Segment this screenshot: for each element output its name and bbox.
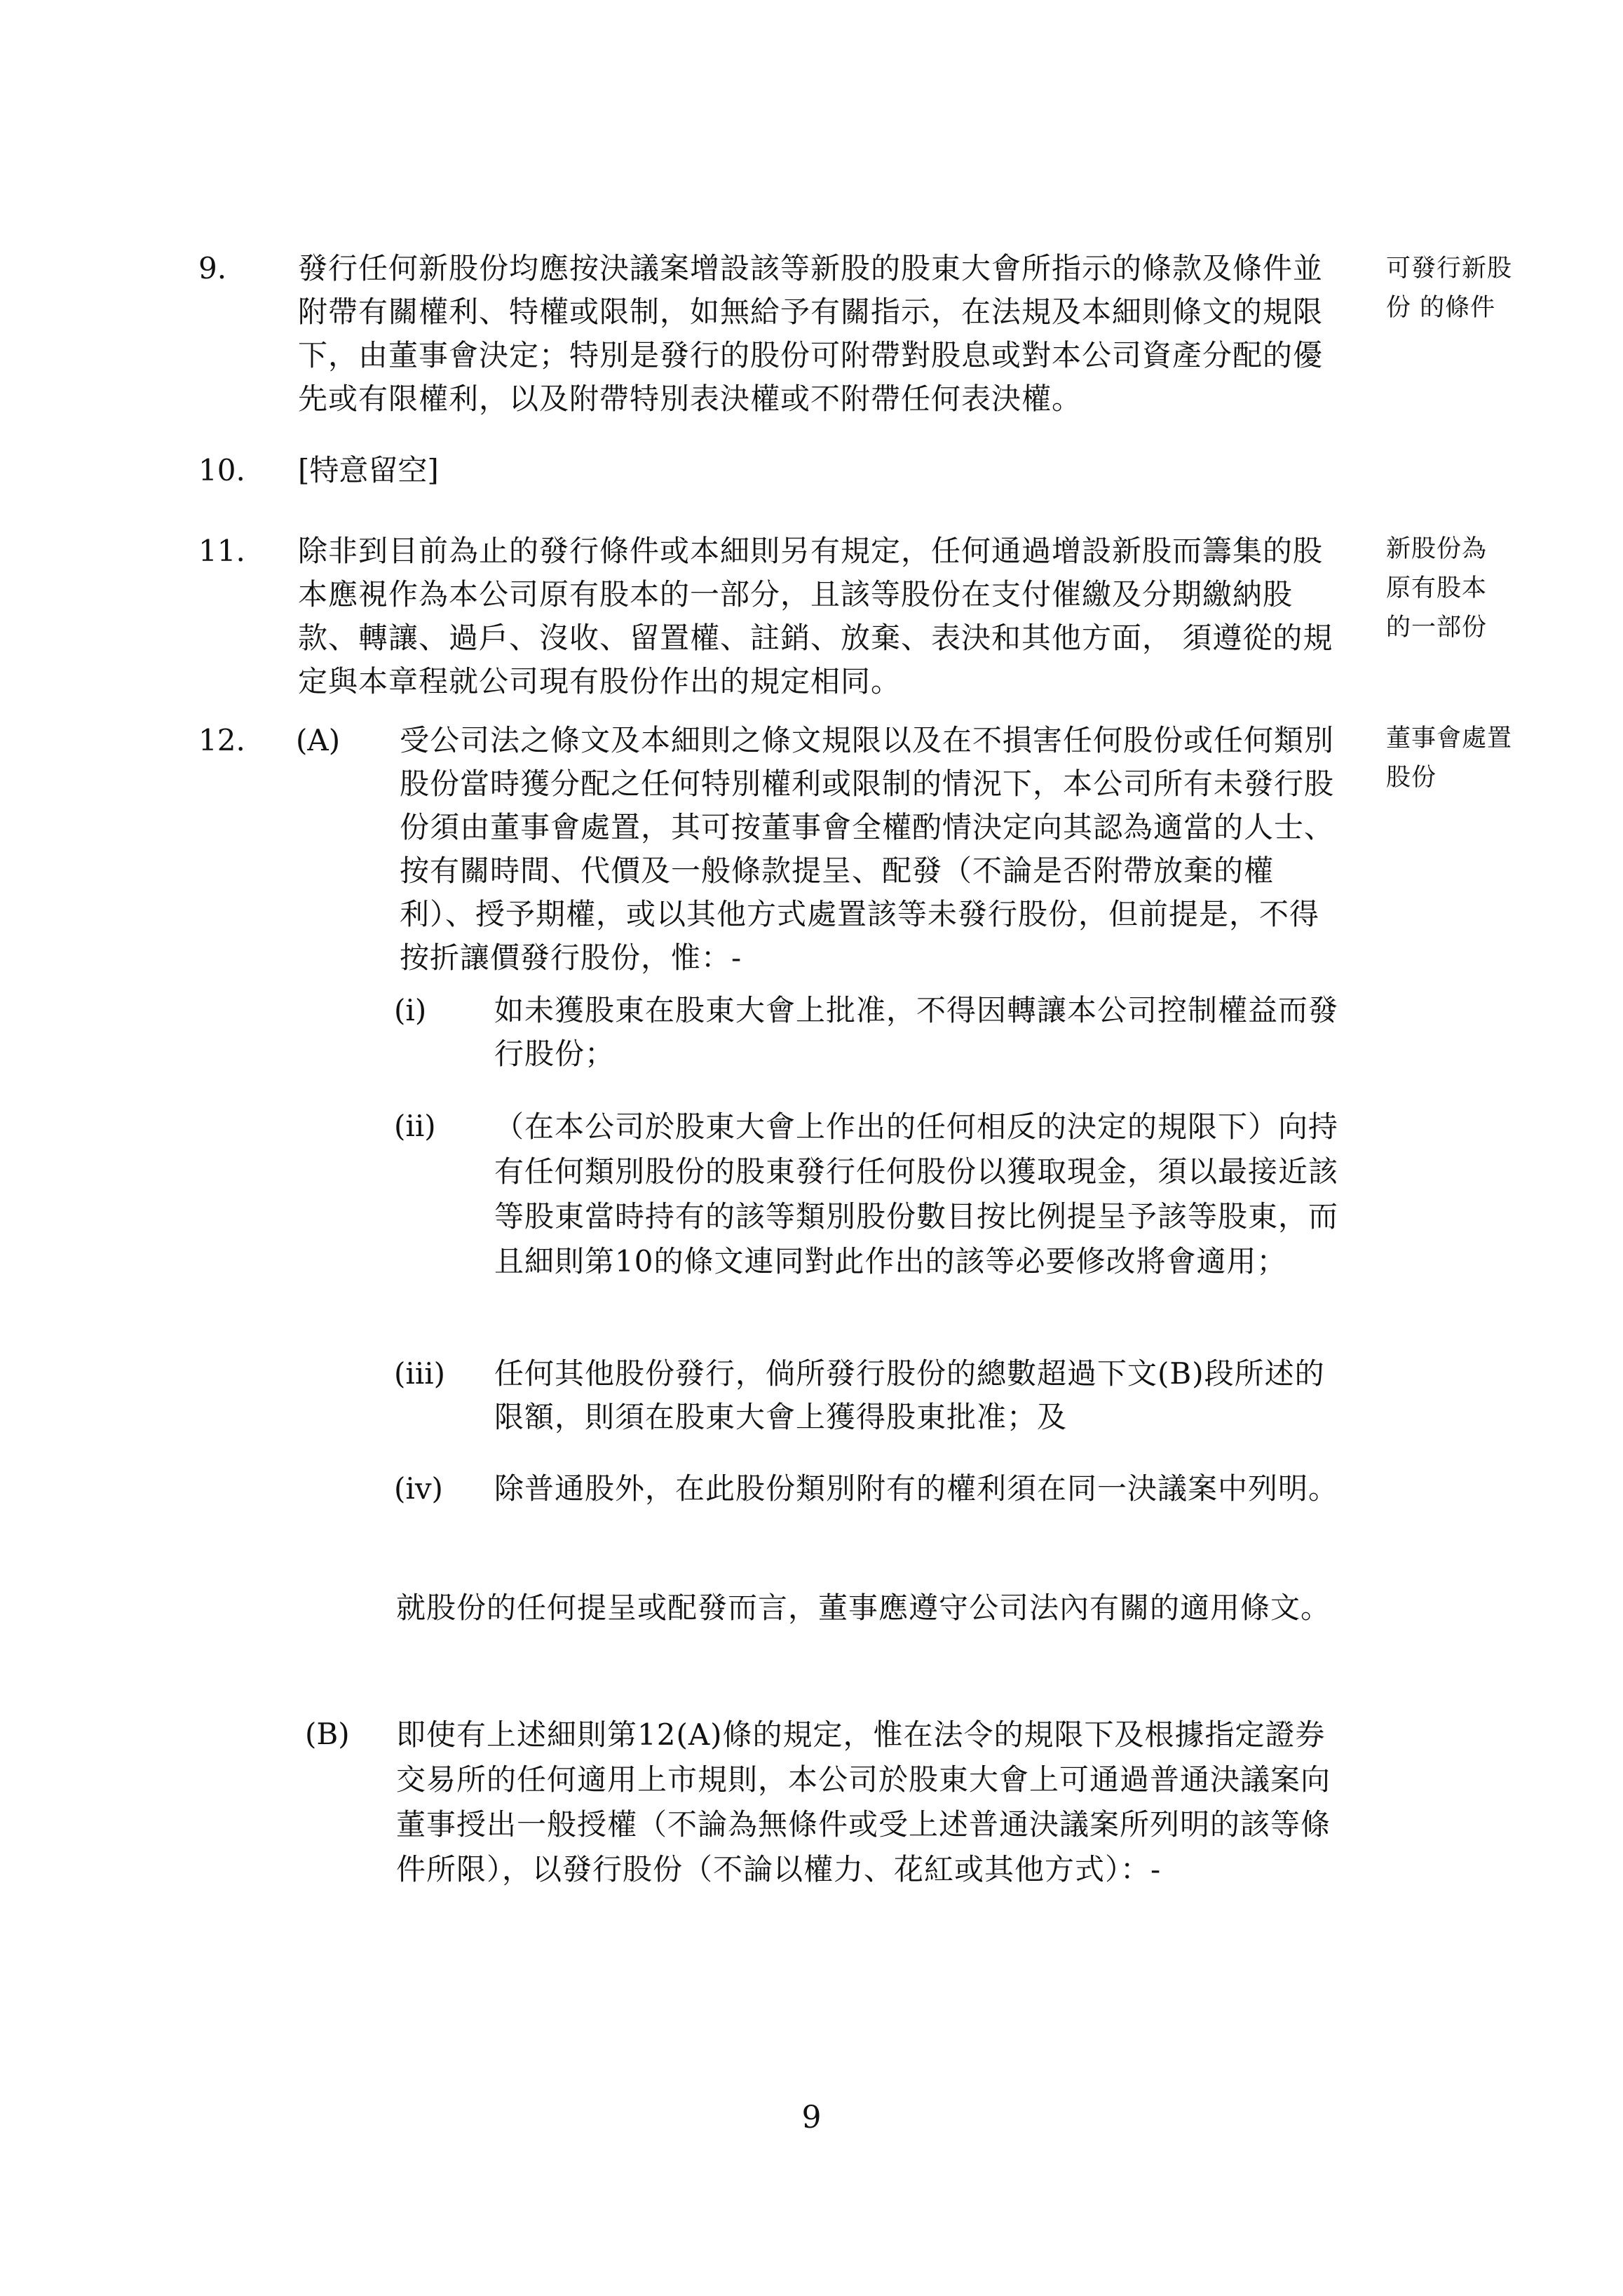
clause-12a-text: 受公司法之條文及本細則之條文規限以及在不損害任何股份或任何類別股份當時獲分配之任何特別權利或限制的情況下，本公司所有未發行股份須由董事會處置，其可按董事會全權酌情決定向其認為適當的人士、按有關時間、代價及一般條款提呈、配發（不論是否附帶放棄的權利）、授予期權，或以其他方式處置該等未發行股份，但前提是，不得按折讓價發行股份，惟：- (400, 723, 1335, 975)
clause-10-number: 10. (198, 453, 245, 487)
page-number: 9 (801, 2100, 822, 2135)
item-i-text: 如未獲股東在股東大會上批准，不得因轉讓本公司控制權益而發行股份； (494, 993, 1339, 1071)
clause-9-side-note: 可發行新股份 的條件 (1386, 255, 1513, 322)
clause-9-number: 9. (198, 251, 227, 285)
item-iii-text: 任何其他股份發行，倘所發行股份的總數超過下文(B)段所述的限額，則須在股東大會上獲得股東批准；及 (494, 1356, 1325, 1434)
item-i-label: (i) (394, 993, 427, 1027)
clause-12-side-note: 董事會處置股份 (1386, 724, 1513, 792)
item-ii-label: (ii) (394, 1109, 436, 1143)
item-ii-text: （在本公司於股東大會上作出的任何相反的決定的規限下）向持有任何類別股份的股東發行任何股份以獲取現金，須以最接近該等股東當時持有的該等類別股份數目按比例提呈予該等股東，而且細則第10的條文連同對此作出的該等必要修改將會適用； (494, 1109, 1339, 1278)
clause-12b-text: 即使有上述細則第12(A)條的規定，惟在法令的規限下及根據指定證券交易所的任何適用上市規則，本公司於股東大會上可通過普通決議案向董事授出一般授權（不論為無條件或受上述普通決議案所列明的該等條件所限），以發行股份（不論以權力、花紅或其他方式）：- (396, 1717, 1331, 1886)
clause-10-text: [特意留空] (298, 453, 439, 487)
clause-11-text: 除非到目前為止的發行條件或本細則另有規定，任何通過增設新股而籌集的股本應視作為本公司原有股本的一部分，且該等股份在支付催繳及分期繳納股款、轉讓、過戶、沒收、留置權、註銷、放棄、表決和其他方面， 須遵從的規定與本章程就公司現有股份作出的規定相同。 (298, 534, 1333, 698)
item-iv-text: 除普通股外，在此股份類別附有的權利須在同一決議案中列明。 (494, 1471, 1339, 1506)
clause-11-side-note: 新股份為原有股本的一部份 (1386, 535, 1488, 642)
clause-12a-label: (A) (296, 723, 341, 757)
clause-12b-label: (B) (305, 1717, 350, 1751)
clause-11-number: 11. (198, 534, 245, 568)
clause-9-text: 發行任何新股份均應按決議案增設該等新股的股東大會所指示的條款及條件並附帶有關權利、特權或限制，如無給予有關指示，在法規及本細則條文的規限下，由董事會決定；特別是發行的股份可附帶對股息或對本公司資產分配的優先或有限權利，以及附帶特別表決權或不附帶任何表決權。 (298, 251, 1324, 416)
clause-12-number: 12. (198, 723, 245, 757)
item-iv-label: (iv) (394, 1471, 443, 1506)
item-iii-label: (iii) (394, 1356, 446, 1391)
clause-12a-closing: 就股份的任何提呈或配發而言，董事應遵守公司法內有關的適用條文。 (396, 1591, 1331, 1625)
